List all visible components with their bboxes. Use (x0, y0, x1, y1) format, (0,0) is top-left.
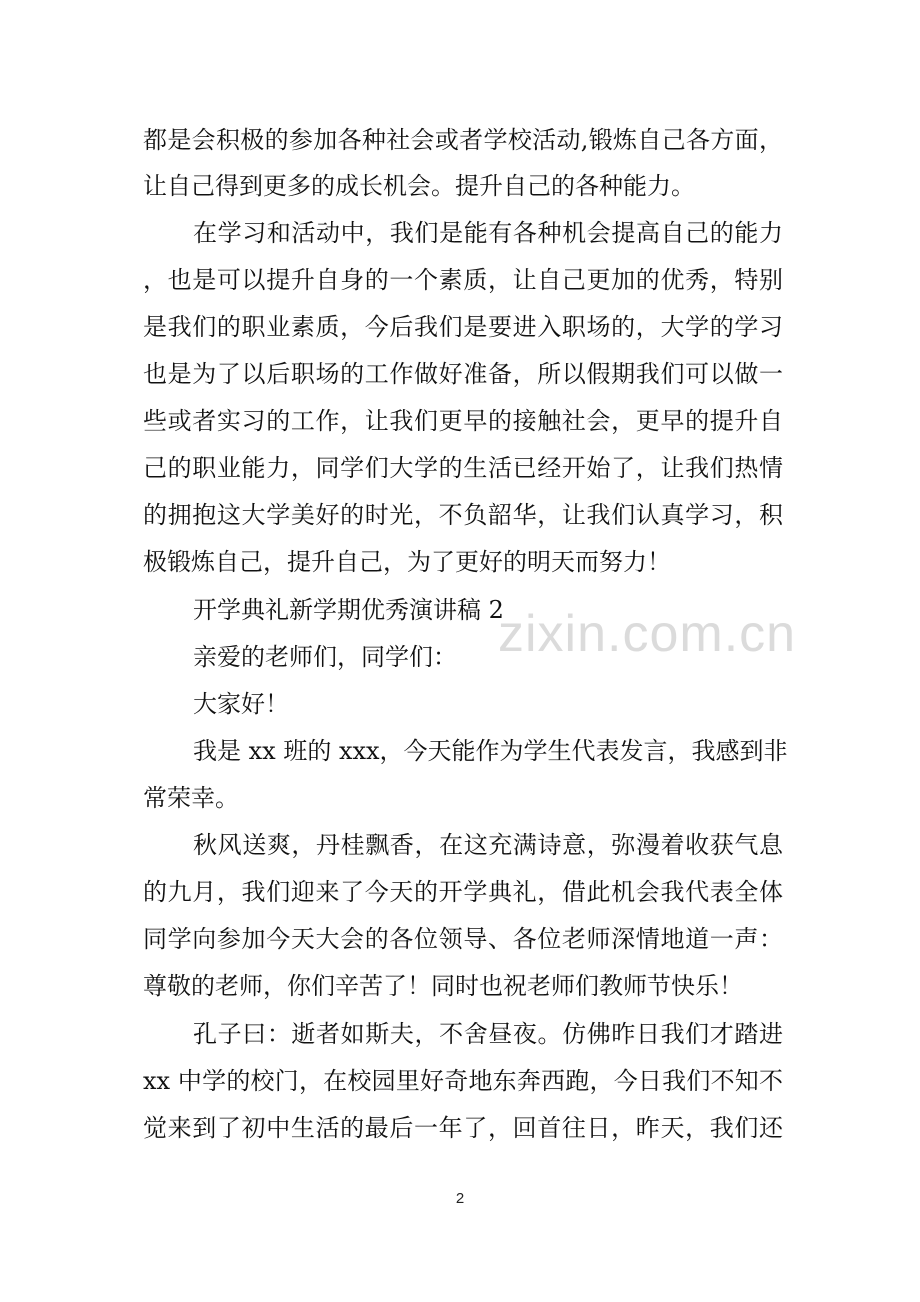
text-line: 些或者实习的工作，让我们更早的接触社会，更早的提升自 (143, 407, 783, 435)
text-line: 也是为了以后职场的工作做好准备，所以假期我们可以做一 (143, 360, 783, 388)
text-line: 的拥抱这大学美好的时光，不负韶华，让我们认真学习，积 (143, 501, 783, 529)
text-line: 在学习和活动中，我们是能有各种机会提高自己的能力 (193, 219, 783, 247)
text-line: 常荣幸。 (143, 784, 239, 812)
text-line: 孔子曰：逝者如斯夫，不舍昼夜。仿佛昨日我们才踏进 (193, 1020, 783, 1048)
page-number: 2 (455, 1190, 465, 1207)
text-line: 是我们的职业素质，今后我们是要进入职场的，大学的学习 (143, 313, 783, 341)
text-line: 让自己得到更多的成长机会。提升自己的各种能力。 (143, 172, 695, 200)
salutation: 亲爱的老师们，同学们： (193, 643, 457, 671)
text-line: 秋风送爽，丹桂飘香，在这充满诗意，弥漫着收获气息 (193, 831, 783, 859)
text-line: 尊敬的老师，你们辛苦了！同时也祝老师们教师节快乐！ (143, 972, 743, 1000)
text-line: ，也是可以提升自身的一个素质，让自己更加的优秀，特别 (143, 266, 783, 294)
watermark: zixin.com.cn (498, 605, 797, 663)
text-line: 都是会积极的参加各种社会或者学校活动,锻炼自己各方面， (143, 126, 783, 154)
text-line: 觉来到了初中生活的最后一年了，回首往日，昨天，我们还 (143, 1114, 783, 1142)
text-line: 我是 xx 班的 xxx，今天能作为学生代表发言，我感到非 (193, 737, 788, 765)
text-line: 同学向参加今天大会的各位领导、各位老师深情地道一声： (143, 925, 783, 953)
text-line: 己的职业能力，同学们大学的生活已经开始了，让我们热情 (143, 454, 783, 482)
greeting: 大家好！ (193, 690, 289, 718)
text-line: 极锻炼自己，提升自己，为了更好的明天而努力！ (143, 548, 671, 576)
section-heading: 开学典礼新学期优秀演讲稿 2 (193, 596, 504, 624)
text-line: xx 中学的校门，在校园里好奇地东奔西跑，今日我们不知不 (143, 1067, 783, 1095)
text-line: 的九月，我们迎来了今天的开学典礼，借此机会我代表全体 (143, 878, 783, 906)
